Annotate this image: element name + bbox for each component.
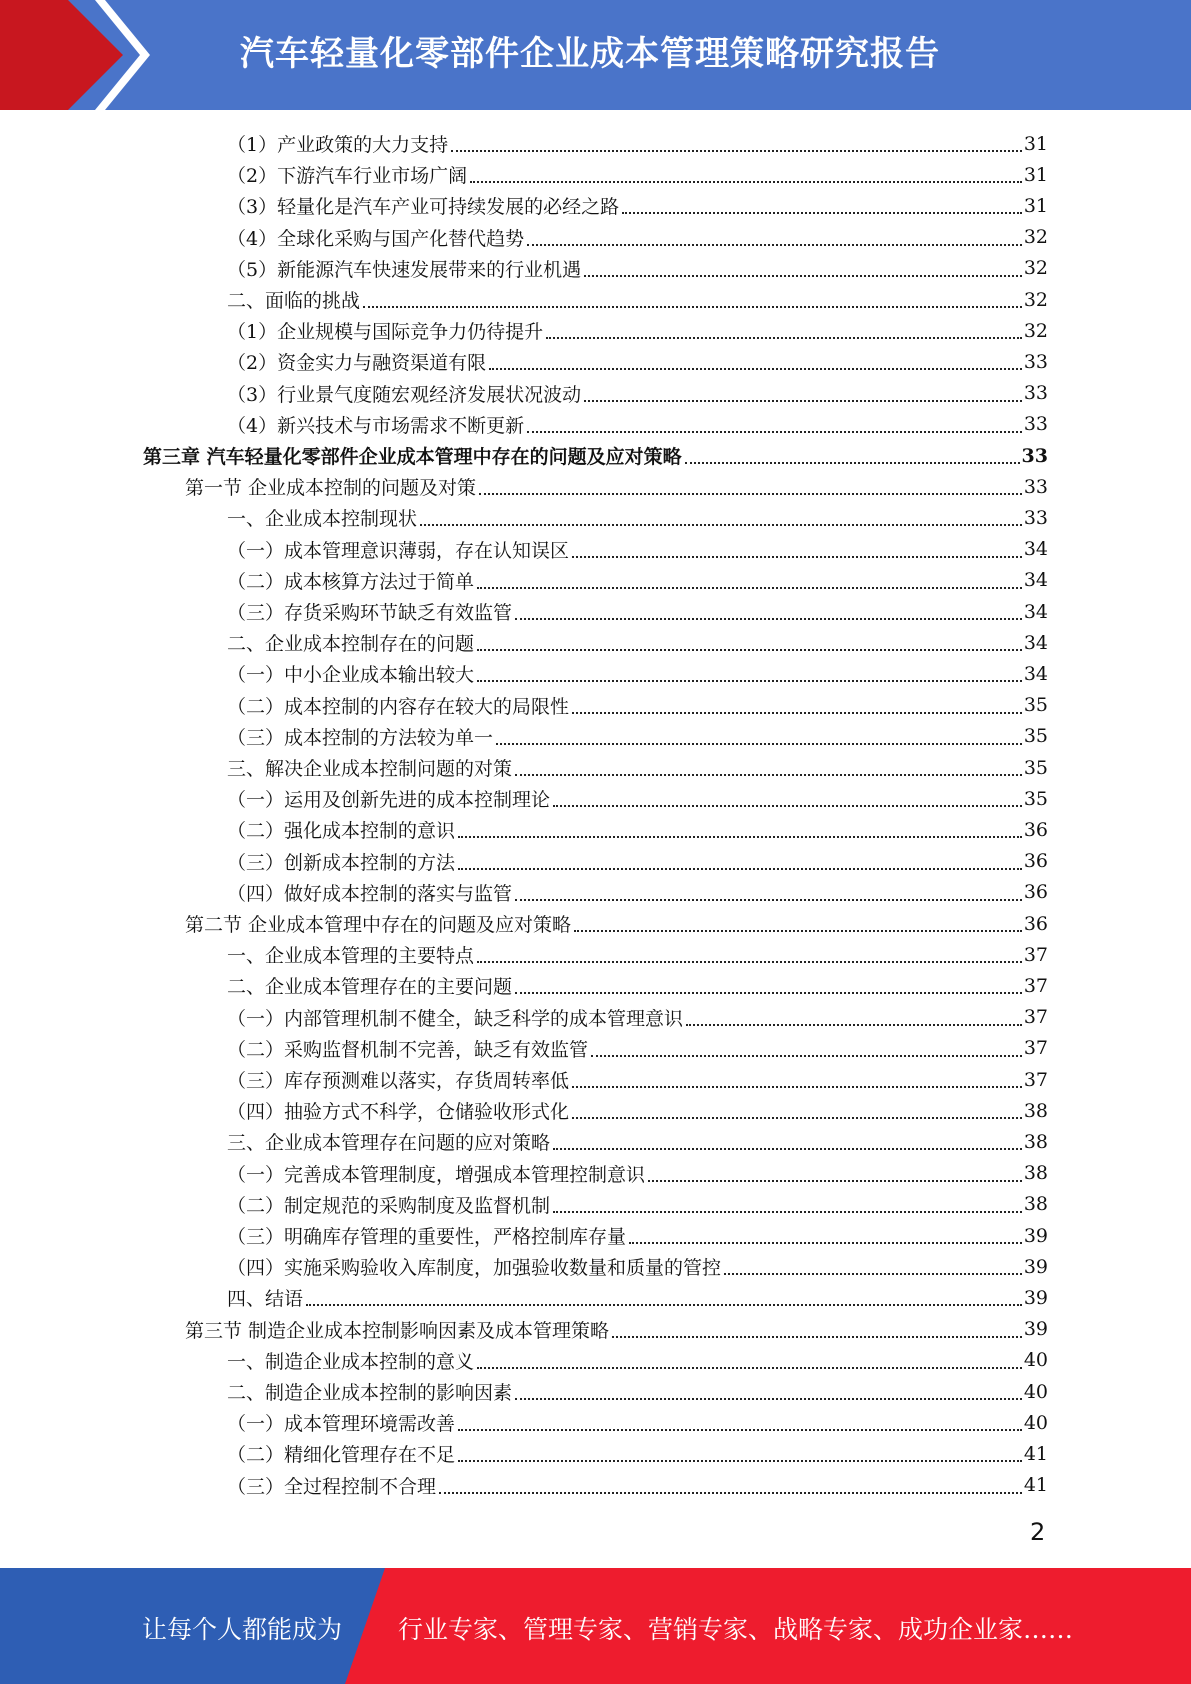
toc-entry-page: 31 (1023, 132, 1048, 155)
toc-dot-leader (439, 1491, 1022, 1494)
footer-slogan-left: 让每个人都能成为 (142, 1615, 343, 1644)
toc-entry-title: 四、结语 (227, 1288, 304, 1311)
toc-entry-page: 36 (1023, 881, 1048, 904)
toc-dot-leader (477, 586, 1022, 589)
toc-dot-leader (515, 617, 1022, 620)
toc-entry[interactable] (227, 502, 1048, 533)
toc-entry[interactable] (227, 190, 1048, 221)
toc-dot-leader (527, 430, 1022, 433)
toc-entry-page: 31 (1023, 194, 1048, 217)
toc-entry[interactable] (227, 1158, 1048, 1189)
toc-entry[interactable] (227, 814, 1048, 845)
toc-entry[interactable] (227, 1251, 1048, 1282)
toc-dot-leader (458, 1428, 1022, 1431)
toc-entry-title: 三、企业成本管理存在问题的应对策略 (227, 1132, 551, 1155)
toc-entry[interactable] (227, 409, 1048, 440)
toc-entry-title: （2）资金实力与融资渠道有限 (227, 352, 487, 375)
toc-dot-leader (477, 679, 1022, 682)
toc-entry-page: 39 (1023, 1255, 1048, 1278)
toc-entry[interactable] (227, 783, 1048, 814)
footer-banner (0, 1568, 1191, 1684)
toc-entry-title: （一）运用及创新先进的成本控制理论 (227, 789, 551, 812)
toc-entry[interactable] (227, 970, 1048, 1001)
toc-entry-title: （5）新能源汽车快速发展带来的行业机遇 (227, 258, 582, 281)
toc-entry[interactable] (227, 1376, 1048, 1407)
toc-entry[interactable] (227, 658, 1048, 689)
toc-dot-leader (496, 742, 1022, 745)
toc-entry-title: （四）做好成本控制的落实与监管 (227, 882, 513, 905)
toc-entry-page: 40 (1023, 1411, 1048, 1434)
toc-dot-leader (470, 180, 1022, 183)
toc-entry[interactable] (227, 1345, 1048, 1376)
toc-entry-title: （二）成本控制的内容存在较大的局限性 (227, 695, 570, 718)
toc-entry-page: 38 (1023, 1193, 1048, 1216)
toc-entry-page: 39 (1023, 1286, 1048, 1309)
toc-dot-leader (515, 991, 1022, 994)
header-red-arrow (0, 0, 150, 110)
toc-entry-title: 二、面临的挑战 (227, 290, 361, 312)
toc-dot-leader (686, 1023, 1022, 1026)
toc-entry[interactable] (227, 1002, 1048, 1033)
toc-entry-title: （四）实施采购验收入库制度，加强验收数量和质量的管控 (227, 1257, 722, 1280)
toc-dot-leader (515, 1397, 1022, 1400)
toc-entry-title: （二）精细化管理存在不足 (227, 1444, 456, 1467)
toc-entry-page: 35 (1023, 787, 1048, 810)
toc-entry[interactable] (227, 721, 1048, 752)
toc-entry-title: 三、解决企业成本控制问题的对策 (227, 758, 513, 780)
toc-entry-page: 31 (1023, 163, 1048, 186)
toc-entry-page: 34 (1023, 662, 1048, 685)
toc-entry-page: 38 (1023, 1130, 1048, 1153)
toc-entry-page: 38 (1023, 1162, 1048, 1185)
toc-entry[interactable] (227, 1438, 1048, 1469)
toc-entry-page: 35 (1023, 725, 1048, 748)
toc-entry-page: 34 (1023, 600, 1048, 623)
toc-entry-page: 33 (1023, 506, 1048, 529)
toc-dot-leader (612, 1335, 1022, 1338)
toc-dot-leader (648, 1179, 1022, 1182)
toc-dot-leader (584, 399, 1022, 402)
toc-entry-page: 33 (1023, 475, 1048, 498)
toc-entry-title: 一、制造企业成本控制的意义 (227, 1350, 475, 1373)
toc-dot-leader (572, 555, 1022, 558)
toc-entry-title: （二）强化成本控制的意识 (227, 820, 456, 843)
toc-entry-title: （1）产业政策的大力支持 (227, 134, 449, 156)
toc-entry-page: 35 (1023, 694, 1048, 717)
toc-entry[interactable] (227, 159, 1048, 190)
toc-entry-title: （二）成本核算方法过于简单 (227, 570, 475, 593)
toc-entry-title: 第三节 制造企业成本控制影响因素及成本管理策略 (185, 1319, 610, 1342)
toc-entry-title: （一）内部管理机制不健全，缺乏科学的成本管理意识 (227, 1007, 684, 1030)
toc-dot-leader (451, 149, 1022, 152)
toc-dot-leader (584, 274, 1022, 277)
toc-entry-page: 33 (1023, 382, 1048, 405)
toc-dot-leader (553, 1147, 1022, 1150)
toc-entry-page: 38 (1023, 1099, 1048, 1122)
toc-dot-leader (479, 492, 1022, 495)
toc-entry-page: 41 (1023, 1442, 1048, 1465)
toc-entry[interactable] (227, 565, 1048, 596)
toc-entry-page: 33 (1023, 350, 1048, 373)
toc-dot-leader (572, 711, 1022, 714)
toc-dot-leader (553, 804, 1022, 807)
toc-dot-leader (553, 1210, 1022, 1213)
toc-entry[interactable] (143, 440, 1048, 471)
toc-dot-leader (546, 336, 1022, 339)
toc-entry[interactable] (185, 471, 1048, 502)
toc-dot-leader (477, 648, 1022, 651)
toc-dot-leader (572, 1085, 1022, 1088)
toc-entry-title: 二、制造企业成本控制的影响因素 (227, 1382, 513, 1404)
toc-entry[interactable] (227, 1095, 1048, 1126)
toc-entry-title: （2）下游汽车行业市场广阔 (227, 165, 468, 188)
toc-entry-title: （三）明确库存管理的重要性，严格控制库存量 (227, 1226, 627, 1248)
toc-dot-leader (420, 523, 1022, 526)
toc-dot-leader (724, 1272, 1022, 1275)
toc-entry-title: 一、企业成本管理的主要特点 (227, 945, 475, 968)
header-banner (0, 0, 1191, 110)
toc-entry-title: （一）成本管理环境需改善 (227, 1413, 456, 1436)
toc-dot-leader (515, 898, 1022, 901)
toc-entry-title: （1）企业规模与国际竞争力仍待提升 (227, 321, 544, 344)
toc-dot-leader (629, 1241, 1022, 1244)
toc-entry[interactable] (185, 1314, 1048, 1345)
toc-entry-page: 41 (1023, 1474, 1048, 1497)
toc-entry-title: （3）行业景气度随宏观经济发展状况波动 (227, 383, 582, 406)
toc-entry-page: 36 (1023, 818, 1048, 841)
toc-dot-leader (458, 835, 1022, 838)
toc-dot-leader (685, 461, 1020, 464)
toc-entry-title: （4）全球化采购与国产化替代趋势 (227, 227, 525, 250)
toc-entry-title: 第二节 企业成本管理中存在的问题及应对策略 (185, 914, 572, 936)
toc-entry-title: 二、企业成本管理存在的主要问题 (227, 976, 513, 999)
toc-entry[interactable] (227, 534, 1048, 565)
toc-entry-page: 34 (1023, 538, 1048, 561)
toc-entry[interactable] (227, 877, 1048, 908)
toc-entry[interactable] (227, 378, 1048, 409)
toc-entry-page: 40 (1023, 1380, 1048, 1403)
toc-entry[interactable] (227, 346, 1048, 377)
toc-entry-title: （二）采购监督机制不完善，缺乏有效监管 (227, 1038, 589, 1061)
toc-entry-page: 33 (1023, 413, 1048, 436)
toc-entry-title: 第一节 企业成本控制的问题及对策 (185, 477, 477, 500)
toc-entry-title: （4）新兴技术与市场需求不断更新 (227, 414, 525, 437)
toc-entry[interactable] (227, 596, 1048, 627)
toc-entry-title: 一、企业成本控制现状 (227, 508, 418, 531)
toc-dot-leader (574, 929, 1022, 932)
toc-entry[interactable] (227, 939, 1048, 970)
toc-entry-page: 35 (1023, 756, 1048, 779)
toc-dot-leader (306, 1303, 1022, 1306)
toc-dot-leader (363, 305, 1022, 308)
toc-entry-title: （三）成本控制的方法较为单一 (227, 726, 494, 749)
toc-entry-page: 39 (1023, 1318, 1048, 1341)
toc-dot-leader (477, 1366, 1022, 1369)
toc-entry[interactable] (185, 908, 1048, 939)
toc-dot-leader (622, 211, 1022, 214)
toc-entry[interactable] (227, 1033, 1048, 1064)
toc-entry-page: 36 (1023, 912, 1048, 935)
toc-entry-page: 34 (1023, 631, 1048, 654)
toc-entry-title: （三）存货采购环节缺乏有效监管 (227, 602, 513, 624)
toc-dot-leader (591, 1054, 1022, 1057)
toc-entry-title: （三）库存预测难以落实，存货周转率低 (227, 1070, 570, 1092)
toc-entry-page: 37 (1023, 1037, 1048, 1060)
toc-entry[interactable] (227, 1064, 1048, 1095)
toc-entry-page: 36 (1023, 850, 1048, 873)
toc-entry-page: 37 (1023, 943, 1048, 966)
toc-entry[interactable] (227, 284, 1048, 315)
toc-entry[interactable] (227, 627, 1048, 658)
toc-entry[interactable] (227, 690, 1048, 721)
toc-entry-page: 37 (1023, 974, 1048, 997)
toc-entry-title: 二、企业成本控制存在的问题 (227, 633, 475, 656)
toc-entry[interactable] (227, 1220, 1048, 1251)
toc-dot-leader (458, 1459, 1022, 1462)
toc-entry[interactable] (227, 128, 1048, 159)
toc-entry-page: 39 (1023, 1224, 1048, 1247)
toc-entry-title: （一）中小企业成本输出较大 (227, 664, 475, 687)
toc-dot-leader (477, 960, 1022, 963)
toc-entry[interactable] (227, 846, 1048, 877)
toc-entry-page: 37 (1023, 1068, 1048, 1091)
toc-entry-title: （四）抽验方式不科学，仓储验收形式化 (227, 1101, 570, 1124)
toc-dot-leader (515, 773, 1022, 776)
toc-entry-title: （三）全过程控制不合理 (227, 1475, 437, 1498)
page-number: 2 (1030, 1518, 1046, 1546)
toc-entry-title: 第三章 汽车轻量化零部件企业成本管理中存在的问题及应对策略 (143, 446, 682, 468)
toc-entry-title: （二）制定规范的采购制度及监督机制 (227, 1194, 551, 1217)
toc-entry-page: 32 (1023, 288, 1048, 311)
toc-entry-page: 37 (1023, 1006, 1048, 1029)
toc-entry[interactable] (227, 1470, 1048, 1501)
toc-entry[interactable] (227, 1189, 1048, 1220)
toc-entry-page: 40 (1023, 1349, 1048, 1372)
toc-entry[interactable] (227, 1407, 1048, 1438)
toc-entry-page: 32 (1023, 226, 1048, 249)
toc-entry[interactable] (227, 1282, 1048, 1313)
toc-entry-page: 33 (1021, 444, 1048, 467)
toc-entry-title: （一）完善成本管理制度，增强成本管理控制意识 (227, 1163, 646, 1186)
toc-entry-page: 32 (1023, 257, 1048, 280)
toc-entry[interactable] (227, 1126, 1048, 1157)
toc-entry-title: （三）创新成本控制的方法 (227, 851, 456, 874)
toc-entry-page: 34 (1023, 569, 1048, 592)
toc-entry-title: （一）成本管理意识薄弱，存在认知误区 (227, 539, 570, 562)
toc-entry[interactable] (227, 315, 1048, 346)
toc-entry[interactable] (227, 222, 1048, 253)
toc-entry-title: （3）轻量化是汽车产业可持续发展的必经之路 (227, 196, 620, 219)
toc-entry[interactable] (227, 253, 1048, 284)
toc-dot-leader (572, 1116, 1022, 1119)
footer-slogan-right: 行业专家、管理专家、营销专家、战略专家、成功企业家…… (398, 1615, 1074, 1644)
toc-dot-leader (527, 243, 1022, 246)
report-title: 汽车轻量化零部件企业成本管理策略研究报告 (240, 34, 940, 74)
toc-entry-page: 32 (1023, 319, 1048, 342)
toc-dot-leader (458, 867, 1022, 870)
toc-entry[interactable] (227, 752, 1048, 783)
toc-dot-leader (489, 367, 1022, 370)
